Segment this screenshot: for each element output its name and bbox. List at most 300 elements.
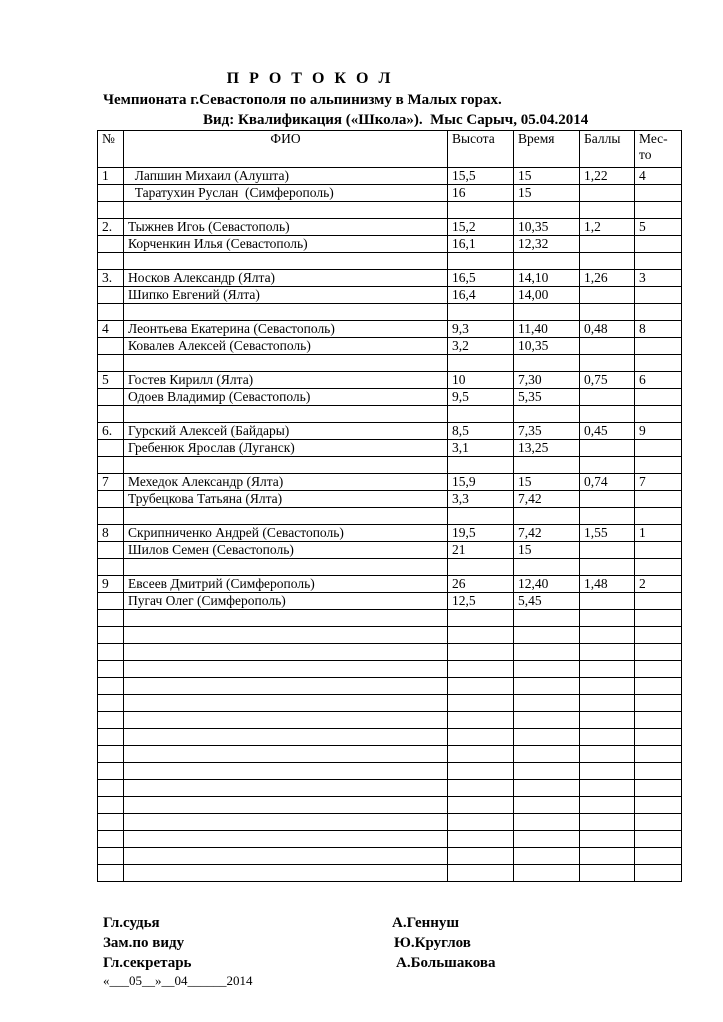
cell-num	[98, 865, 124, 882]
cell-fio: Шилов Семен (Севастополь)	[124, 542, 448, 559]
cell-points	[580, 746, 635, 763]
cell-num	[98, 389, 124, 406]
cell-height	[448, 508, 514, 525]
cell-points	[580, 202, 635, 219]
cell-place	[635, 389, 682, 406]
cell-time	[514, 678, 580, 695]
cell-num	[98, 661, 124, 678]
cell-points	[580, 729, 635, 746]
cell-place	[635, 202, 682, 219]
cell-points	[580, 797, 635, 814]
cell-fio	[124, 355, 448, 372]
cell-place	[635, 440, 682, 457]
cell-fio: Гостев Кирилл (Ялта)	[124, 372, 448, 389]
cell-place	[635, 729, 682, 746]
cell-num	[98, 304, 124, 321]
cell-place	[635, 304, 682, 321]
table-row	[98, 355, 682, 372]
cell-place	[635, 848, 682, 865]
cell-time	[514, 253, 580, 270]
table-row	[98, 712, 682, 729]
cell-place	[635, 610, 682, 627]
cell-fio	[124, 508, 448, 525]
cell-height: 10	[448, 372, 514, 389]
cell-height	[448, 304, 514, 321]
table-row	[98, 576, 682, 593]
cell-points	[580, 814, 635, 831]
table-row	[98, 474, 682, 491]
cell-fio	[124, 763, 448, 780]
cell-fio: Таратухин Руслан (Симферополь)	[124, 185, 448, 202]
cell-height	[448, 644, 514, 661]
cell-place	[635, 593, 682, 610]
cell-height	[448, 780, 514, 797]
cell-points: 1,26	[580, 270, 635, 287]
cell-time: 7,30	[514, 372, 580, 389]
table-row	[98, 406, 682, 423]
cell-num	[98, 678, 124, 695]
cell-fio: Шипко Евгений (Ялта)	[124, 287, 448, 304]
cell-place: 3	[635, 270, 682, 287]
cell-num	[98, 814, 124, 831]
cell-fio	[124, 814, 448, 831]
col-header-height: Высота	[448, 131, 514, 168]
table-row	[98, 559, 682, 576]
cell-place	[635, 559, 682, 576]
cell-height: 15,5	[448, 168, 514, 185]
cell-place	[635, 780, 682, 797]
cell-time: 15	[514, 185, 580, 202]
cell-fio: Носков Александр (Ялта)	[124, 270, 448, 287]
cell-height	[448, 814, 514, 831]
cell-points: 0,45	[580, 423, 635, 440]
cell-points	[580, 253, 635, 270]
cell-time: 13,25	[514, 440, 580, 457]
cell-time	[514, 202, 580, 219]
cell-points	[580, 610, 635, 627]
cell-num	[98, 406, 124, 423]
cell-num	[98, 559, 124, 576]
table-header-row	[98, 131, 682, 168]
cell-time	[514, 712, 580, 729]
cell-fio: Тыжнев Игоь (Севастополь)	[124, 219, 448, 236]
cell-height: 21	[448, 542, 514, 559]
results-table	[97, 130, 682, 882]
cell-height: 15,9	[448, 474, 514, 491]
cell-num	[98, 644, 124, 661]
cell-points	[580, 831, 635, 848]
table-row	[98, 168, 682, 185]
cell-num	[98, 712, 124, 729]
cell-height	[448, 355, 514, 372]
cell-fio	[124, 627, 448, 644]
cell-time: 15	[514, 474, 580, 491]
cell-time: 12,40	[514, 576, 580, 593]
cell-points	[580, 287, 635, 304]
table-row	[98, 457, 682, 474]
table-row	[98, 321, 682, 338]
cell-place	[635, 491, 682, 508]
table-row	[98, 831, 682, 848]
cell-points	[580, 542, 635, 559]
table-row	[98, 797, 682, 814]
page-title: П Р О Т О К О Л	[226, 70, 394, 87]
cell-points	[580, 763, 635, 780]
cell-time	[514, 661, 580, 678]
cell-fio	[124, 848, 448, 865]
cell-num	[98, 202, 124, 219]
cell-place	[635, 287, 682, 304]
cell-num	[98, 491, 124, 508]
cell-height	[448, 457, 514, 474]
date-line: «___05__»__04______2014	[103, 973, 253, 988]
cell-place	[635, 678, 682, 695]
cell-fio: Леонтьева Екатерина (Севастополь)	[124, 321, 448, 338]
cell-points	[580, 559, 635, 576]
secretary-label: Гл.секретарь	[103, 955, 192, 971]
cell-points	[580, 491, 635, 508]
cell-points	[580, 627, 635, 644]
cell-place	[635, 253, 682, 270]
cell-place	[635, 542, 682, 559]
cell-height: 3,3	[448, 491, 514, 508]
cell-num	[98, 695, 124, 712]
cell-height	[448, 559, 514, 576]
cell-place	[635, 695, 682, 712]
table-row	[98, 423, 682, 440]
cell-height	[448, 695, 514, 712]
cell-time: 15	[514, 542, 580, 559]
cell-fio	[124, 695, 448, 712]
table-row	[98, 491, 682, 508]
cell-place	[635, 814, 682, 831]
cell-points	[580, 780, 635, 797]
table-row	[98, 814, 682, 831]
cell-fio: Лапшин Михаил (Алушта)	[124, 168, 448, 185]
cell-fio	[124, 406, 448, 423]
cell-points: 1,22	[580, 168, 635, 185]
cell-fio	[124, 202, 448, 219]
cell-place: 7	[635, 474, 682, 491]
cell-num: 7	[98, 474, 124, 491]
subtitle: Чемпионата г.Севастополя по альпинизму в Малых горах.	[103, 92, 502, 108]
cell-height	[448, 202, 514, 219]
table-row	[98, 185, 682, 202]
cell-num	[98, 780, 124, 797]
cell-time	[514, 610, 580, 627]
chief-judge-name: А.Геннуш	[392, 915, 460, 931]
cell-points: 0,48	[580, 321, 635, 338]
deputy-label: Зам.по виду	[103, 935, 185, 951]
cell-num	[98, 542, 124, 559]
cell-time: 10,35	[514, 338, 580, 355]
cell-place: 6	[635, 372, 682, 389]
table-row	[98, 440, 682, 457]
cell-height	[448, 763, 514, 780]
cell-height: 8,5	[448, 423, 514, 440]
table-row	[98, 236, 682, 253]
cell-points	[580, 236, 635, 253]
cell-points	[580, 695, 635, 712]
cell-points	[580, 661, 635, 678]
cell-place	[635, 338, 682, 355]
cell-points	[580, 865, 635, 882]
col-header-num: №	[98, 131, 124, 168]
cell-fio: Трубецкова Татьяна (Ялта)	[124, 491, 448, 508]
cell-num	[98, 627, 124, 644]
cell-height: 15,2	[448, 219, 514, 236]
cell-time	[514, 627, 580, 644]
cell-time	[514, 865, 580, 882]
cell-time	[514, 304, 580, 321]
table-row	[98, 746, 682, 763]
cell-time	[514, 814, 580, 831]
cell-points	[580, 508, 635, 525]
cell-place	[635, 865, 682, 882]
cell-fio	[124, 304, 448, 321]
cell-num: 6.	[98, 423, 124, 440]
table-row	[98, 219, 682, 236]
cell-place	[635, 457, 682, 474]
cell-height: 3,1	[448, 440, 514, 457]
cell-fio: Корченкин Илья (Севастополь)	[124, 236, 448, 253]
cell-fio	[124, 253, 448, 270]
cell-time	[514, 355, 580, 372]
cell-height: 9,5	[448, 389, 514, 406]
cell-height	[448, 865, 514, 882]
cell-height: 3,2	[448, 338, 514, 355]
cell-fio	[124, 678, 448, 695]
cell-time	[514, 746, 580, 763]
cell-time	[514, 644, 580, 661]
cell-num: 4	[98, 321, 124, 338]
kind-line: Вид: Квалификация («Школа»). Мыс Сарыч, 05.04.2014	[203, 112, 589, 128]
cell-time	[514, 831, 580, 848]
table-row	[98, 270, 682, 287]
cell-time: 7,42	[514, 525, 580, 542]
cell-num	[98, 457, 124, 474]
table-row	[98, 202, 682, 219]
cell-time: 12,32	[514, 236, 580, 253]
cell-time: 11,40	[514, 321, 580, 338]
col-header-time: Время	[514, 131, 580, 168]
cell-num: 9	[98, 576, 124, 593]
cell-time	[514, 559, 580, 576]
cell-num: 8	[98, 525, 124, 542]
cell-height	[448, 661, 514, 678]
deputy-name: Ю.Круглов	[394, 935, 471, 951]
col-header-place: Мес-то	[635, 131, 682, 168]
cell-height	[448, 848, 514, 865]
cell-height: 16,1	[448, 236, 514, 253]
cell-time: 14,00	[514, 287, 580, 304]
cell-fio	[124, 865, 448, 882]
cell-place	[635, 661, 682, 678]
cell-fio: Одоев Владимир (Севастополь)	[124, 389, 448, 406]
cell-points	[580, 712, 635, 729]
table-row	[98, 304, 682, 321]
table-row	[98, 253, 682, 270]
cell-num	[98, 185, 124, 202]
table-row	[98, 542, 682, 559]
cell-place	[635, 627, 682, 644]
cell-fio	[124, 661, 448, 678]
cell-place: 8	[635, 321, 682, 338]
table-row	[98, 593, 682, 610]
cell-fio	[124, 559, 448, 576]
cell-place: 2	[635, 576, 682, 593]
cell-fio: Пугач Олег (Симферополь)	[124, 593, 448, 610]
cell-fio	[124, 780, 448, 797]
cell-height: 16,4	[448, 287, 514, 304]
cell-place	[635, 185, 682, 202]
cell-num	[98, 746, 124, 763]
cell-points	[580, 338, 635, 355]
table-row	[98, 287, 682, 304]
cell-fio	[124, 712, 448, 729]
col-header-points: Баллы	[580, 131, 635, 168]
cell-fio: Мехедок Александр (Ялта)	[124, 474, 448, 491]
cell-height: 26	[448, 576, 514, 593]
table-row	[98, 508, 682, 525]
cell-num: 5	[98, 372, 124, 389]
cell-time	[514, 406, 580, 423]
cell-place	[635, 712, 682, 729]
cell-height: 16,5	[448, 270, 514, 287]
cell-place: 9	[635, 423, 682, 440]
cell-num	[98, 236, 124, 253]
cell-time: 15	[514, 168, 580, 185]
cell-fio	[124, 831, 448, 848]
cell-num	[98, 440, 124, 457]
cell-fio: Евсеев Дмитрий (Симферополь)	[124, 576, 448, 593]
cell-height: 19,5	[448, 525, 514, 542]
cell-place: 4	[635, 168, 682, 185]
cell-place: 1	[635, 525, 682, 542]
cell-fio	[124, 746, 448, 763]
table-row	[98, 610, 682, 627]
cell-points: 1,55	[580, 525, 635, 542]
cell-time: 7,35	[514, 423, 580, 440]
cell-height	[448, 627, 514, 644]
cell-points	[580, 678, 635, 695]
cell-num	[98, 763, 124, 780]
table-row	[98, 729, 682, 746]
cell-num	[98, 729, 124, 746]
cell-num: 3.	[98, 270, 124, 287]
cell-num	[98, 338, 124, 355]
cell-fio	[124, 729, 448, 746]
cell-num	[98, 253, 124, 270]
cell-height	[448, 406, 514, 423]
cell-num	[98, 610, 124, 627]
cell-fio	[124, 797, 448, 814]
cell-height	[448, 729, 514, 746]
cell-height: 9,3	[448, 321, 514, 338]
cell-time: 5,35	[514, 389, 580, 406]
cell-time	[514, 763, 580, 780]
cell-height	[448, 678, 514, 695]
table-row	[98, 525, 682, 542]
secretary-name: А.Большакова	[396, 955, 496, 971]
cell-num	[98, 355, 124, 372]
cell-points	[580, 440, 635, 457]
cell-time	[514, 729, 580, 746]
cell-height: 12,5	[448, 593, 514, 610]
table-row	[98, 389, 682, 406]
table-row	[98, 695, 682, 712]
cell-points	[580, 355, 635, 372]
cell-points: 1,2	[580, 219, 635, 236]
cell-points	[580, 593, 635, 610]
cell-fio: Гребенюк Ярослав (Луганск)	[124, 440, 448, 457]
chief-judge-label: Гл.судья	[103, 915, 160, 931]
cell-fio: Гурский Алексей (Байдары)	[124, 423, 448, 440]
cell-num: 1	[98, 168, 124, 185]
cell-place	[635, 236, 682, 253]
cell-points: 0,75	[580, 372, 635, 389]
col-header-fio: ФИО	[124, 131, 448, 168]
cell-points	[580, 406, 635, 423]
cell-points	[580, 389, 635, 406]
cell-place	[635, 355, 682, 372]
cell-time: 7,42	[514, 491, 580, 508]
cell-height	[448, 746, 514, 763]
cell-fio	[124, 457, 448, 474]
cell-fio	[124, 610, 448, 627]
cell-fio: Ковалев Алексей (Севастополь)	[124, 338, 448, 355]
cell-time	[514, 797, 580, 814]
table-row	[98, 627, 682, 644]
cell-time: 14,10	[514, 270, 580, 287]
cell-time	[514, 457, 580, 474]
cell-place	[635, 746, 682, 763]
cell-num	[98, 831, 124, 848]
table-row	[98, 644, 682, 661]
cell-place: 5	[635, 219, 682, 236]
cell-points: 0,74	[580, 474, 635, 491]
cell-num	[98, 287, 124, 304]
table-row	[98, 848, 682, 865]
cell-num	[98, 593, 124, 610]
cell-height	[448, 610, 514, 627]
cell-points	[580, 304, 635, 321]
table-row	[98, 780, 682, 797]
cell-place	[635, 797, 682, 814]
table-row	[98, 661, 682, 678]
cell-height	[448, 797, 514, 814]
cell-place	[635, 406, 682, 423]
table-row	[98, 338, 682, 355]
cell-fio: Скрипниченко Андрей (Севастополь)	[124, 525, 448, 542]
table-row	[98, 678, 682, 695]
cell-time: 10,35	[514, 219, 580, 236]
cell-place	[635, 644, 682, 661]
cell-place	[635, 508, 682, 525]
cell-height	[448, 831, 514, 848]
cell-num	[98, 508, 124, 525]
cell-time	[514, 848, 580, 865]
cell-time: 5,45	[514, 593, 580, 610]
cell-time	[514, 508, 580, 525]
cell-height: 16	[448, 185, 514, 202]
cell-num	[98, 797, 124, 814]
cell-place	[635, 831, 682, 848]
cell-points	[580, 848, 635, 865]
table-row	[98, 372, 682, 389]
table-row	[98, 763, 682, 780]
cell-time	[514, 780, 580, 797]
